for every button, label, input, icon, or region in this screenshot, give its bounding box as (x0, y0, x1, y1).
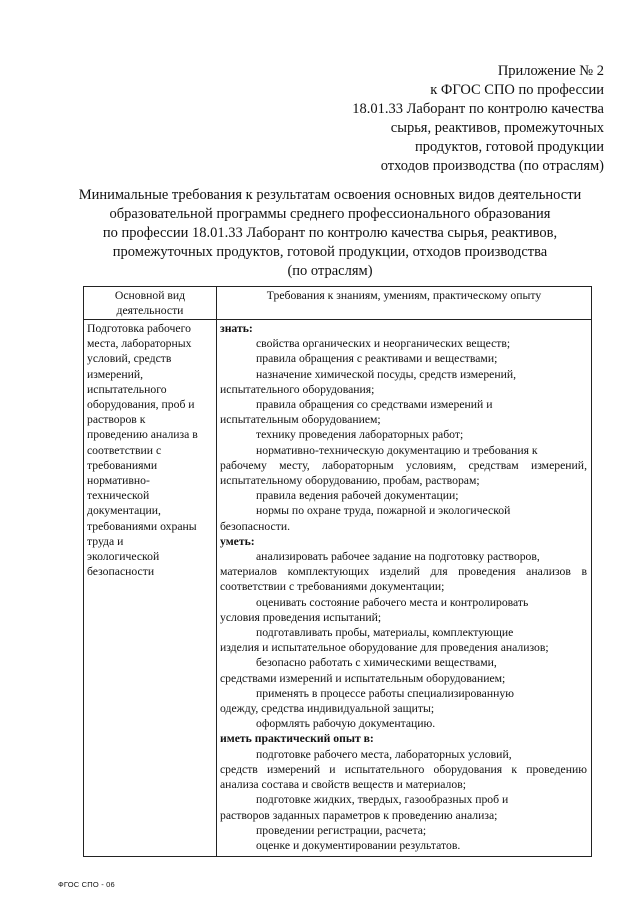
know-item (220, 351, 587, 366)
skills-item (220, 686, 587, 716)
title-line: по профессии 18.01.33 Лаборант по контролю качества сырья, реактивов, (102, 225, 558, 241)
skills-item-line: безопасно работать с химическими веществами, (256, 656, 497, 670)
table-row (84, 320, 592, 857)
title-line: (по отраслям) (287, 263, 373, 279)
appendix-line: к ФГОС СПО по профессии (430, 82, 604, 98)
experience-label: иметь практический опыт в: (220, 732, 374, 746)
know-item (220, 443, 587, 489)
activity-line: требованиями охраны (87, 519, 197, 533)
skills-item-line: условия проведения испытаний; (220, 610, 382, 624)
activity-line: испытательного (87, 382, 167, 396)
activity-line: требованиями (87, 458, 158, 472)
know-item-line: испытательным оборудованием; (220, 413, 381, 427)
skills-item-line: соответствии с требованиями документации; (220, 580, 445, 594)
experience-item-line: подготовке рабочего места, лабораторных условий, (256, 747, 512, 761)
skills-item-line: анализировать рабочее задание на подготовку растворов, (256, 550, 540, 564)
header-activity-line: деятельности (116, 304, 184, 317)
skills-item (220, 655, 587, 685)
experience-item (220, 792, 587, 822)
title-line: образовательной программы среднего профессионального образования (109, 206, 551, 222)
skills-item-line: одежду, средства индивидуальной защиты; (220, 702, 435, 716)
know-item-line: правила обращения со средствами измерений и (256, 398, 493, 412)
experience-item (220, 747, 587, 793)
appendix-line: Приложение № 2 (497, 63, 604, 79)
know-item (220, 427, 587, 442)
experience-item-line: подготовке жидких, твердых, газообразных проб и (256, 793, 509, 807)
activity-line: экологической (87, 550, 160, 564)
activity-line: технической (87, 489, 150, 503)
skills-item (220, 716, 587, 731)
appendix-line: 18.01.33 Лаборант по контролю качества (352, 101, 604, 117)
experience-item-line: оценке и документировании результатов. (256, 838, 461, 852)
appendix-reference (352, 62, 604, 176)
requirements-table (83, 286, 592, 857)
know-item (220, 488, 587, 503)
activity-line: документации, (87, 504, 161, 518)
document-title (70, 186, 590, 281)
skills-item (220, 549, 587, 595)
activity-line: места, лабораторных (87, 337, 192, 351)
activity-line: безопасности (87, 565, 155, 579)
know-item-line: назначение химической посуды, средств измерений, (256, 367, 517, 381)
know-item (220, 503, 587, 533)
know-item-line: рабочему месту, лабораторным условиям, средствам измерений, (220, 458, 587, 472)
know-item-line: нормативно-техническую документацию и требования к (256, 443, 538, 457)
experience-item (220, 823, 587, 838)
header-requirements-text: Требования к знаниям, умениям, практическому опыту (266, 289, 542, 302)
activity-line: оборудования, проб и (87, 398, 195, 412)
title-line: промежуточных продуктов, готовой продукции, отходов производства (112, 244, 548, 260)
know-item-line: нормы по охране труда, пожарной и экологической (256, 504, 511, 518)
activity-line: нормативно- (87, 474, 150, 488)
title-line: Минимальные требования к результатам освоения основных видов деятельности (78, 187, 582, 203)
skills-item (220, 595, 587, 625)
know-item-line: испытательного оборудования; (220, 382, 375, 396)
know-item-line: безопасности. (220, 519, 291, 533)
activity-line: Подготовка рабочего (87, 322, 191, 335)
skills-item-line: изделия и испытательное оборудование для проведения (220, 641, 498, 655)
activity-line: условий, средств (87, 352, 172, 366)
experience-item-line: средств измерений и испытательного оборудования к (220, 762, 517, 776)
experience-item-line: проведении регистрации, расчета; (256, 823, 427, 837)
appendix-line: продуктов, готовой продукции (414, 139, 604, 155)
header-requirements (217, 287, 592, 320)
experience-item (220, 838, 587, 853)
skills-item-line: подготавливать пробы, материалы, комплектующие (256, 626, 514, 640)
header-activity (84, 287, 217, 320)
know-item (220, 367, 587, 397)
requirements-cell (217, 320, 592, 857)
know-item-line: технику проведения лабораторных работ; (256, 428, 464, 442)
know-item-line: правила ведения рабочей документации; (256, 489, 459, 503)
know-item (220, 336, 587, 351)
activity-line: проведению анализа в (87, 428, 198, 442)
skills-item-line: оценивать состояние рабочего места и контролировать (256, 595, 529, 609)
know-item (220, 397, 587, 427)
know-item-line: правила обращения с реактивами и веществами; (256, 352, 498, 366)
skills-item-line: материалов комплектующих изделий для проведения анализов в (220, 565, 587, 579)
skills-label: уметь: (220, 534, 255, 548)
experience-list (220, 747, 587, 853)
know-label: знать: (220, 322, 253, 335)
skills-list (220, 549, 587, 731)
activity-line: растворов к (87, 413, 146, 427)
activity-cell (84, 320, 217, 857)
know-item-line: испытательному оборудованию, пробам, растворам; (220, 474, 480, 488)
experience-item-line: растворов заданных параметров к проведению анализа; (220, 808, 498, 822)
know-item-line: свойства органических и неорганических веществ; (256, 337, 511, 351)
skills-item-line: применять в процессе работы специализированную (256, 686, 514, 700)
header-activity-line: Основной вид (114, 289, 186, 302)
skills-item-line: анализов; (500, 641, 549, 655)
activity-line: труда и (87, 534, 124, 548)
experience-item-line: проведению анализа состава и свойств веществ и материалов; (220, 762, 587, 792)
skills-item (220, 625, 587, 655)
skills-item-line: оформлять рабочую документацию. (256, 717, 436, 731)
activity-line: измерений, (87, 367, 144, 381)
page-footer: ФГОС СПО - 06 (58, 880, 115, 889)
table-header-row (84, 287, 592, 320)
know-list (220, 336, 587, 534)
appendix-line: сырья, реактивов, промежуточных (390, 120, 604, 136)
appendix-line: отходов производства (по отраслям) (380, 158, 604, 174)
skills-item-line: средствами измерений и испытательным оборудованием; (220, 671, 506, 685)
activity-line: соответствии с (87, 443, 162, 457)
